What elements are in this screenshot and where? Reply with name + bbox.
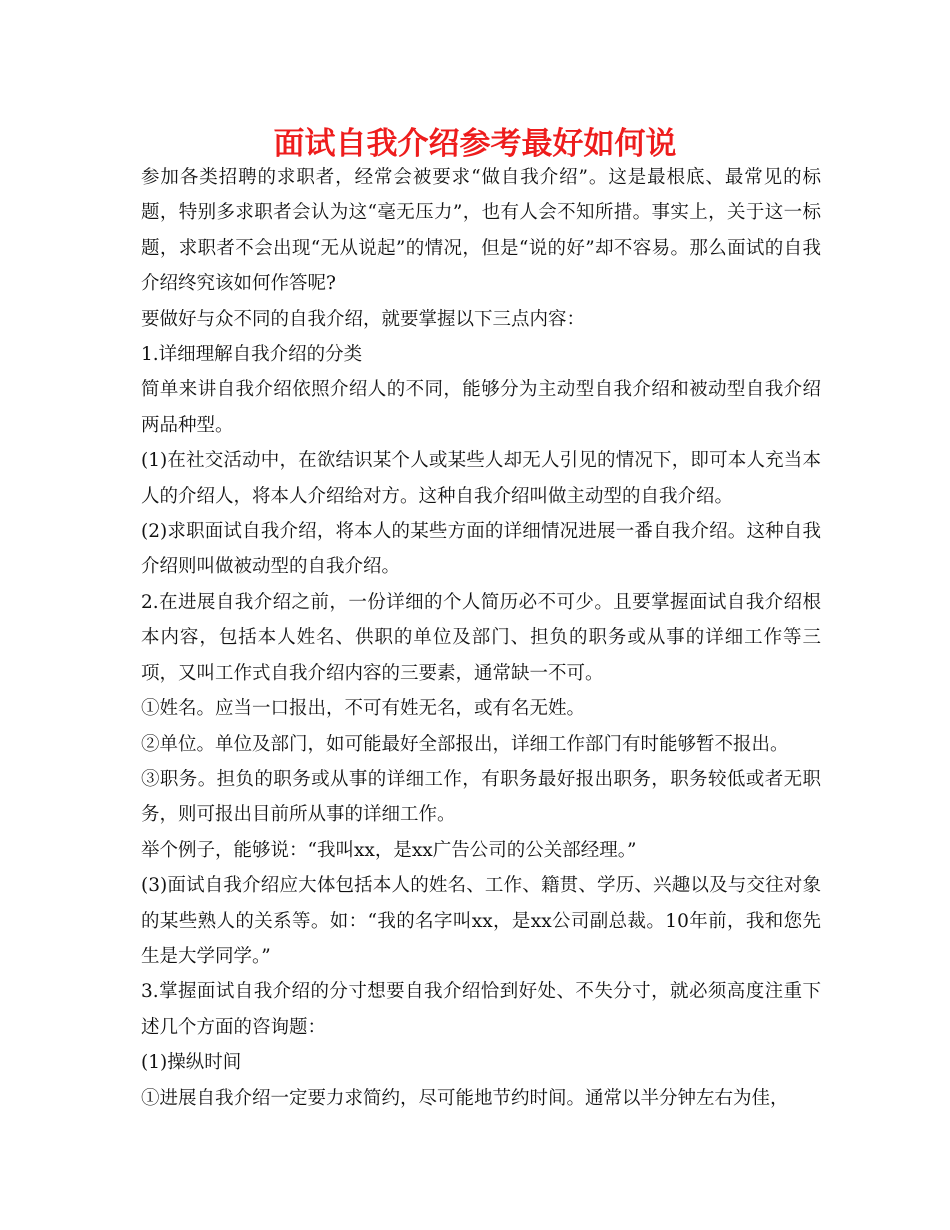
paragraph: (3)面试自我介绍应大体包括本人的姓名、工作、籍贯、学历、兴趣以及与交往对象的某些熟人的关系等。如：“我的名字叫xx，是xx公司副总裁。10年前，我和您先生是大学同学。” [141,875,821,967]
paragraph-example: 举个例子，能够说：“我叫xx，是xx广告公司的公关部经理。” [141,839,637,861]
paragraph: 简单来讲自我介绍依照介绍人的不同，能够分为主动型自我介绍和被动型自我介绍两品种型。 [141,379,821,436]
document-body [141,160,821,1116]
list-item: ②单位。单位及部门，如可能最好全部报出，详细工作部门有时能够暂不报出。 [141,733,789,755]
list-item: ①姓名。应当一口报出，不可有姓无名，或有名无姓。 [141,698,586,720]
list-item: ①进展自我介绍一定要力求简约，尽可能地节约时间。通常以半分钟左右为佳， [141,1087,789,1109]
list-item: ③职务。担负的职务或从事的详细工作，有职务最好报出职务，职务较低或者无职务，则可报出目前所从事的详细工作。 [141,768,821,826]
subsection-heading: (1)操纵时间 [141,1052,242,1074]
paragraph: (1)在社交活动中，在欲结识某个人或某些人却无人引见的情况下，即可本人充当本人的介绍人，将本人介绍给对方。这种自我介绍叫做主动型的自我介绍。 [141,450,821,507]
paragraph-lead: 要做好与众不同的自我介绍，就要掌握以下三点内容： [141,308,586,330]
document-title: 面试自我介绍参考最好如何说 [273,126,677,162]
paragraph: (2)求职面试自我介绍，将本人的某些方面的详细情况进展一番自我介绍。这种自我介绍则叫做被动型的自我介绍。 [141,521,821,578]
section-heading-1: 1.详细理解自我介绍的分类 [141,344,363,366]
section-heading-3: 3.掌握面试自我介绍的分寸想要自我介绍恰到好处、不失分寸，就必须高度注重下述几个方面的咨询题： [141,981,821,1038]
paragraph-intro: 参加各类招聘的求职者，经常会被要求“做自我介绍”。这是最根底、最常见的标题，特别多求职者会认为这“毫无压力”，也有人会不知所措。事实上，关于这一标题，求职者不会出现“无从说起”的情况，但是“说的好”却不容易。那么面试的自我介绍终究该如何作答呢? [141,167,821,295]
section-heading-2: 2.在进展自我介绍之前，一份详细的个人简历必不可少。且要掌握面试自我介绍根本内容，包括本人姓名、供职的单位及部门、担负的职务或从事的详细工作等三项，又叫工作式自我介绍内容的三要素，通常缺一不可。 [141,591,821,684]
